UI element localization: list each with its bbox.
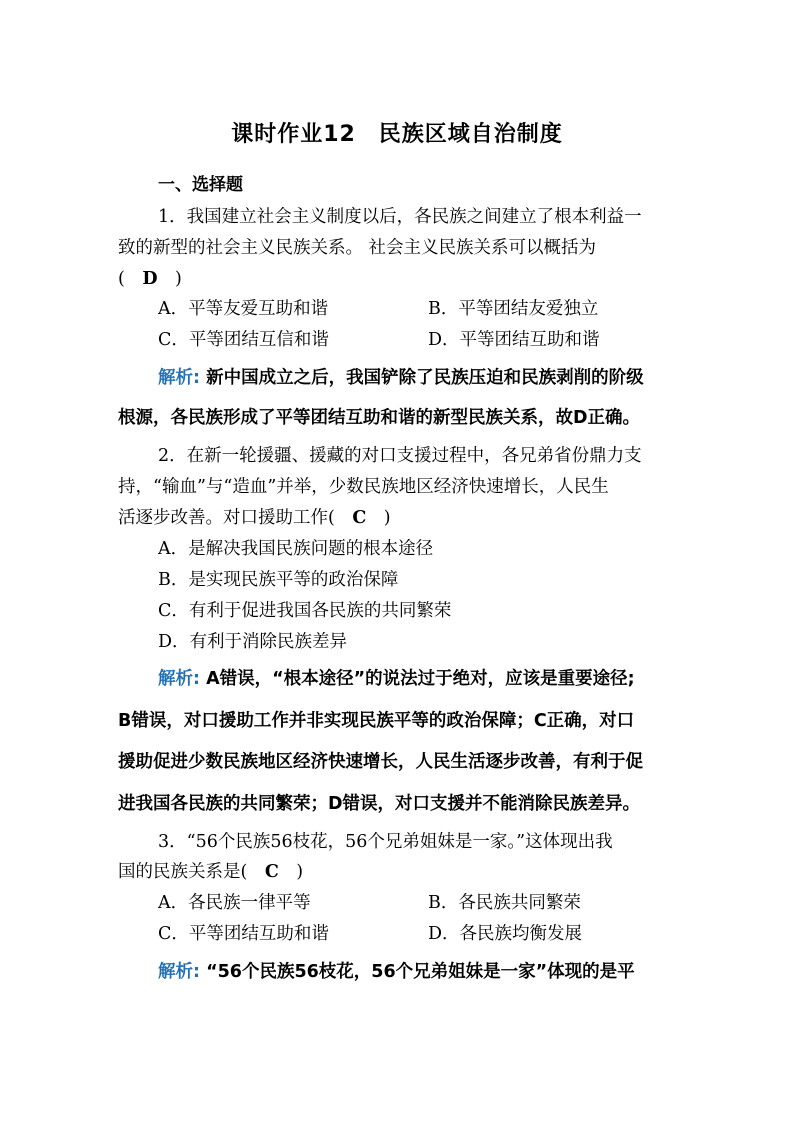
question-stem-line: 持，“输血”与“造血”并举，少数民族地区经济快速增长，人民生 bbox=[118, 477, 609, 497]
question-stem-line: 2．在新一轮援疆、援藏的对口支援过程中，各兄弟省份鼎力支 bbox=[158, 446, 642, 466]
question-stem-line: 1．我国建立社会主义制度以后，各民族之间建立了根本利益一 bbox=[158, 207, 642, 227]
analysis-line: 解析: “56个民族56枝花，56个兄弟姐妹是一家”体现的是平 bbox=[158, 962, 635, 982]
option-a: A．平等友爱互助和谐 bbox=[158, 299, 329, 319]
option-c: C．平等团结互助和谐 bbox=[158, 924, 329, 944]
section-heading: 一、选择题 bbox=[158, 175, 243, 195]
analysis-line: 解析: 新中国成立之后，我国铲除了民族压迫和民族剥削的阶级 bbox=[158, 368, 644, 388]
option-c: C．有利于促进我国各民族的共同繁荣 bbox=[158, 601, 452, 621]
analysis-label: 解析: bbox=[158, 669, 200, 689]
analysis-line: 进我国各民族的共同繁荣；D错误，对口支援并不能消除民族差异。 bbox=[118, 794, 641, 814]
analysis-label: 解析: bbox=[158, 962, 200, 982]
question-stem-line: 国的民族关系是( C ) bbox=[118, 862, 304, 882]
answer-letter: C bbox=[264, 862, 279, 882]
page-title: 课时作业12 民族区域自治制度 bbox=[231, 122, 563, 147]
question-stem-line: 3．“56个民族56枝花，56个兄弟姐妹是一家。”这体现出我 bbox=[158, 832, 613, 852]
option-a: A．是解决我国民族问题的根本途径 bbox=[158, 539, 434, 559]
question-stem-line: 活逐步改善。对口援助工作( C ) bbox=[118, 508, 391, 528]
question-stem-line: 致的新型的社会主义民族关系。 社会主义民族关系可以概括为 bbox=[118, 238, 597, 258]
analysis-line: 解析: A错误，“根本途径”的说法过于绝对，应该是重要途径; bbox=[158, 669, 635, 689]
option-d: D．有利于消除民族差异 bbox=[158, 632, 348, 652]
analysis-line: 援助促进少数民族地区经济快速增长，人民生活逐步改善，有利于促 bbox=[118, 752, 643, 772]
option-a: A．各民族一律平等 bbox=[158, 893, 311, 913]
option-c: C．平等团结互信和谐 bbox=[158, 330, 329, 350]
option-b: B．平等团结友爱独立 bbox=[428, 299, 599, 319]
analysis-line: 根源，各民族形成了平等团结互助和谐的新型民族关系，故D正确。 bbox=[118, 408, 641, 428]
option-b: B．是实现民族平等的政治保障 bbox=[158, 570, 399, 590]
option-d: D．平等团结互助和谐 bbox=[428, 330, 600, 350]
answer-bracket: ( D ) bbox=[118, 269, 182, 289]
analysis-label: 解析: bbox=[158, 368, 200, 388]
option-d: D．各民族均衡发展 bbox=[428, 924, 583, 944]
option-b: B．各民族共同繁荣 bbox=[428, 893, 581, 913]
answer-letter: D bbox=[142, 269, 158, 289]
analysis-line: B错误，对口援助工作并非实现民族平等的政治保障；C正确，对口 bbox=[118, 711, 635, 731]
answer-letter: C bbox=[352, 508, 367, 528]
